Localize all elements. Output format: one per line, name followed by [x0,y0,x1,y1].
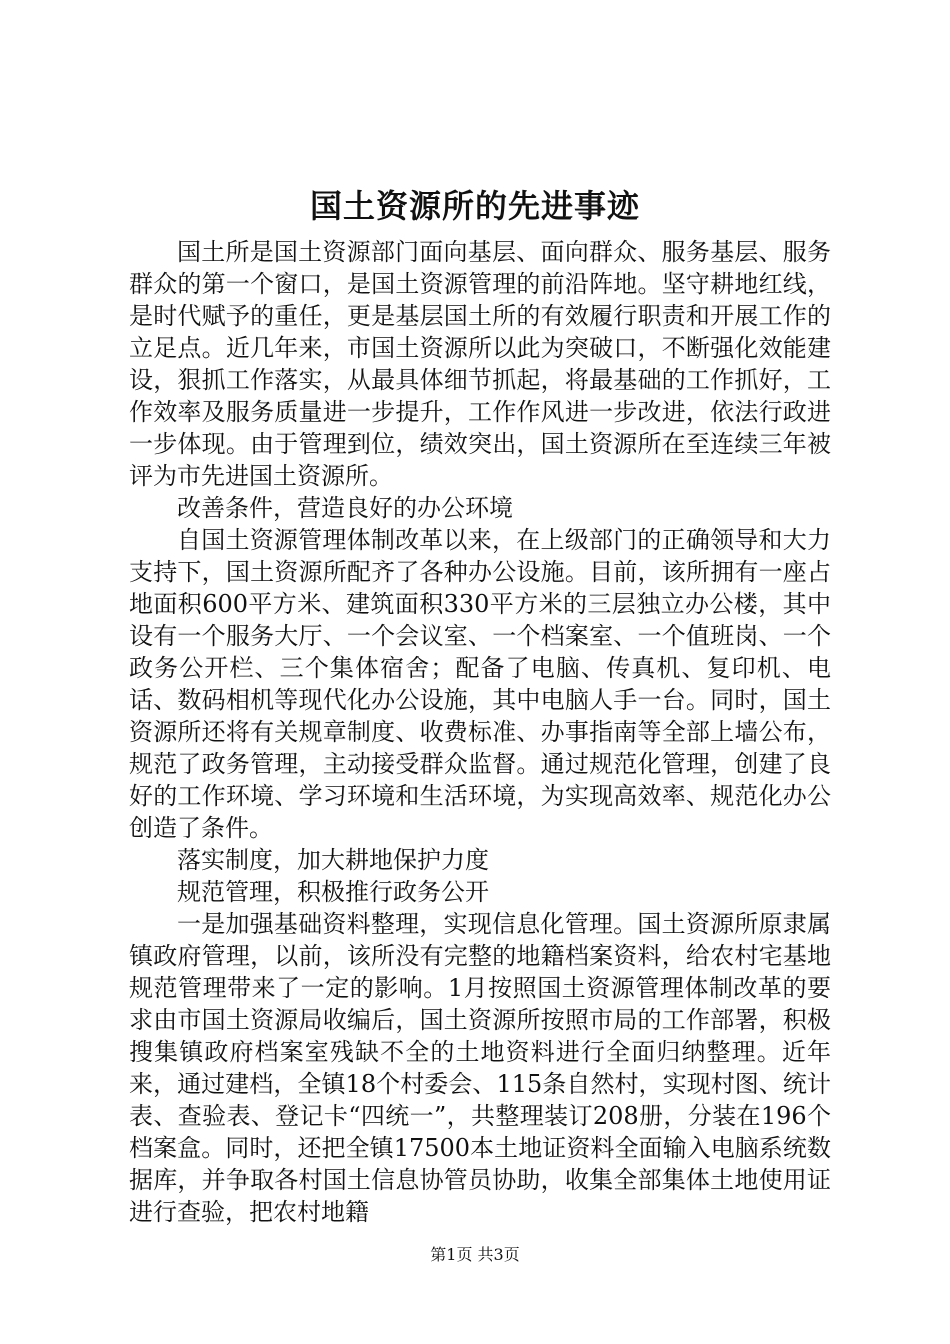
page-number-footer: 第1页 共3页 [430,1245,520,1264]
paragraph-conditions: 自国土资源管理体制改革以来，在上级部门的正确领导和大力支持下，国土资源所配齐了各种办公设施。目前，该所拥有一座占地面积600平方米、建筑面积330平方米的三层独立办公楼，其中设有一个服务大厅、一个会议室、一个档案室、一个值班岗、一个政务公开栏、三个集体宿舍；配备了电脑、传真机、复印机、电话、数码相机等现代化办公设施，其中电脑人手一台。同时，国土资源所还将有关规章制度、收费标准、办事指南等全部上墙公布，规范了政务管理，主动接受群众监督。通过规范化管理，创建了良好的工作环境、学习环境和生活环境，为实现高效率、规范化办公创造了条件。 [129,526,831,842]
document-title: 国土资源所的先进事迹 [309,187,640,225]
section-heading-farmland: 落实制度，加大耕地保护力度 [177,846,489,874]
paragraph-management: 一是加强基础资料整理，实现信息化管理。国土资源所原隶属镇政府管理，以前，该所没有完整的地籍档案资料，给农村宅基地规范管理带来了一定的影响。1月按照国土资源管理体制改革的要求由市国土资源局收编后，国土资源所按照市局的工作部署，积极搜集镇政府档案室残缺不全的土地资料进行全面归纳整理。近年来，通过建档，全镇18个村委会、115条自然村，实现村图、统计表、查验表、登记卡“四统一”，共整理装订208册，分装在196个档案盒。同时，还把全镇17500本土地证资料全面输入电脑系统数据库，并争取各村国土信息协管员协助，收集全部集体土地使用证进行查验，把农村地籍 [129,910,831,1226]
section-heading-management: 规范管理，积极推行政务公开 [177,878,489,906]
document-body [129,236,831,1228]
section-heading-conditions: 改善条件，营造良好的办公环境 [177,494,513,522]
paragraph-intro: 国土所是国土资源部门面向基层、面向群众、服务基层、服务群众的第一个窗口，是国土资源管理的前沿阵地。坚守耕地红线，是时代赋予的重任，更是基层国土所的有效履行职责和开展工作的立足点。近几年来，市国土资源所以此为突破口，不断强化效能建设，狠抓工作落实，从最具体细节抓起，将最基础的工作抓好，工作效率及服务质量进一步提升，工作作风进一步改进，依法行政进一步体现。由于管理到位，绩效突出，国土资源所在至连续三年被评为市先进国土资源所。 [129,238,831,490]
